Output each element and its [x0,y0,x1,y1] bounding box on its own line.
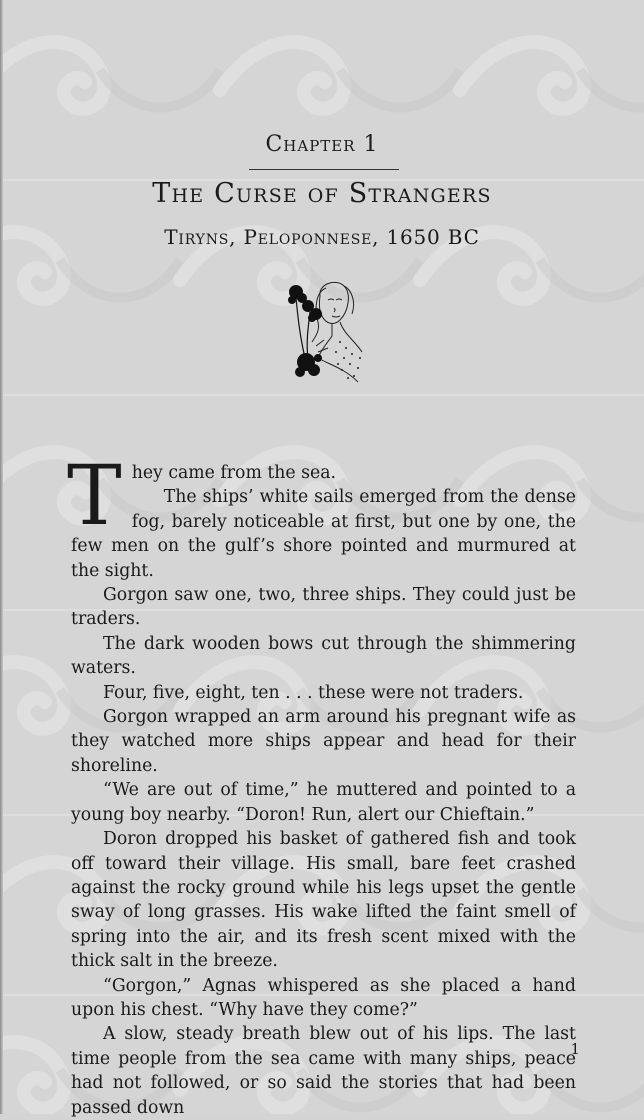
woman-with-flowers-icon [288,278,368,390]
paragraph: Four, five, eight, ten . . . these were not traders. [103,682,524,703]
opening-line: hey came from the sea. [131,463,337,483]
paragraph: The ships’ white sails emerged from the dense fog, barely noticeable at first, but one by one, the few men on the gulf’s shore pointed and murmured at the sight. [71,487,576,581]
paragraph: A slow, steady breath blew out of his lips. The last time people from the sea came with many ships, peace had not followed, or so said the stories that had been passed down [71,1024,576,1118]
paragraph: “We are out of time,” he muttered and pointed to a young boy nearby. “Doron! Run, alert our Chieftain.” [71,780,576,825]
paragraph: Doron dropped his basket of gathered fish and took off toward their village. His small, bare feet crashed against the rocky ground while his legs upset the gentle sway of long grasses. His wake lifted the faint smell of spring into the air, and its fresh scent mixed with the thick salt in the breeze. [71,829,576,972]
paragraph: Gorgon wrapped an arm around his pregnant wife as they watched more ships appear and head for their shoreline. [71,707,576,776]
chapter-label: Chapter 1 [265,132,379,157]
page-number: 1 [570,1040,580,1058]
drop-cap: T [67,449,122,544]
chapter-title: The Curse of Strangers [152,178,492,209]
paragraph: Gorgon saw one, two, three ships. They could just be traders. [71,585,576,630]
paragraph: The dark wooden bows cut through the shimmering waters. [71,633,576,679]
chapter-setting: Tiryns, Peloponnese, 1650 BC [164,225,480,249]
chapter-body [67,449,576,1120]
paragraph: “Gorgon,” Agnas whispered as she placed a hand upon his chest. “Why have they come?” [71,975,576,1020]
chapter-divider [249,169,399,170]
